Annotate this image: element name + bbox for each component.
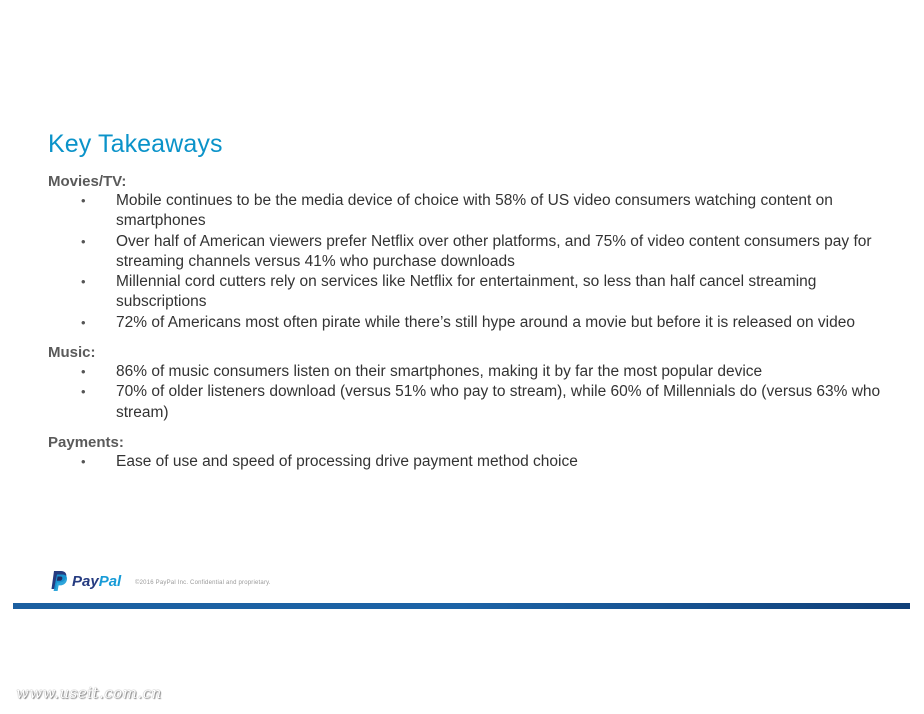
slide-title: Key Takeaways <box>48 130 223 158</box>
list-item-text: 72% of Americans most often pirate while there’s still hype around a movie but before it is released on video <box>116 313 855 331</box>
list-item-text: 70% of older listeners download (versus 51% who pay to stream), while 60% of Millennials do (versus 63% who stream) <box>116 383 881 421</box>
list-item <box>48 382 888 423</box>
bullet-icon: • <box>81 453 86 469</box>
paypal-p-icon <box>50 570 68 592</box>
list-item <box>48 272 888 313</box>
section-heading: Movies/TV: <box>48 173 127 190</box>
list-item <box>48 232 888 273</box>
paypal-logo <box>50 570 121 592</box>
takeaways-content <box>48 172 888 482</box>
bullet-icon: • <box>81 193 86 208</box>
paypal-wordmark <box>72 573 121 590</box>
section-movies-tv <box>48 172 888 333</box>
section-music <box>48 343 888 423</box>
list-item-text: Ease of use and speed of processing drive payment method choice <box>116 452 578 470</box>
copyright-notice: ©2016 PayPal Inc. Confidential and proprietary. <box>135 580 271 586</box>
paypal-word-pay: Pay <box>72 572 99 590</box>
list-item-text: 86% of music consumers listen on their smartphones, making it by far the most popular device <box>116 363 763 381</box>
bullet-icon: • <box>81 384 86 400</box>
section-heading: Music: <box>48 344 96 362</box>
section-heading: Payments: <box>48 433 124 451</box>
list-item <box>48 191 888 232</box>
bullet-icon: • <box>81 233 86 249</box>
bullet-list <box>48 362 888 423</box>
paypal-word-pal: Pal <box>98 572 122 590</box>
section-payments <box>48 433 888 472</box>
bullet-list <box>48 452 888 472</box>
list-item <box>48 362 888 382</box>
site-watermark: www.useit.com.cn <box>16 684 162 702</box>
bullet-icon: • <box>81 364 86 380</box>
list-item <box>48 452 888 472</box>
list-item <box>48 313 888 333</box>
bullet-icon: • <box>81 314 86 330</box>
list-item-text: Over half of American viewers prefer Netflix over other platforms, and 75% of video content consumers pay for streaming channels versus 41% who purchase downloads <box>116 232 872 270</box>
bullet-list <box>48 191 888 333</box>
list-item-text: Mobile continues to be the media device of choice with 58% of US video consumers watching content on smartphones <box>116 192 833 230</box>
bullet-icon: • <box>81 274 86 290</box>
list-item-text: Millennial cord cutters rely on services like Netflix for entertainment, so less than half cancel streaming subscriptions <box>116 273 817 311</box>
footer-bar <box>13 603 910 609</box>
